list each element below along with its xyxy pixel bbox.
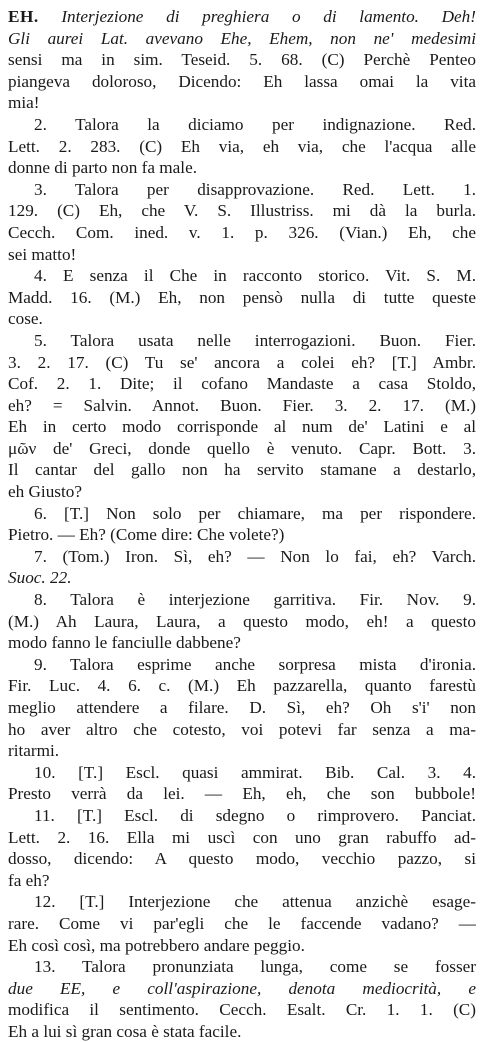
entry-line: modo fanno le fanciulle dabbene? <box>8 633 241 653</box>
sense-7-heading: 7. (Tom.) Iron. Sì, eh? — Non lo fai, eh? Varch. <box>34 546 476 566</box>
entry-line-1 <box>8 6 476 28</box>
entry-line: μῶν de' Greci, donde quello è venuto. Capr. Bott. 3. <box>8 438 476 458</box>
entry-line: (M.) Ah Laura, Laura, a questo modo, eh! a questo <box>8 611 476 631</box>
sense-6-heading: 6. [T.] Non solo per chiamare, ma per rispondere. <box>34 503 476 523</box>
entry-line: sensi ma in sim. Teseid. 5. 68. (C) Perchè Penteo <box>8 50 476 70</box>
entry-line: mia! <box>8 93 40 113</box>
entry-line: Presto verrà da lei. — Eh, eh, che son bubbole! <box>8 784 476 804</box>
entry-line: Eh così così, ma potrebbero andare peggio. <box>8 935 305 955</box>
entry-line: cose. <box>8 309 43 329</box>
headword: EH. <box>8 7 39 26</box>
entry-line: Lett. 2. 283. (C) Eh via, eh via, che l'acqua alle <box>8 136 476 156</box>
entry-line: 129. (C) Eh, che V. S. Illustriss. mi dà la burla. <box>8 201 476 221</box>
sense-2-heading: 2. Talora la diciamo per indignazione. Red. <box>34 114 476 134</box>
entry-line: fa eh? <box>8 870 50 890</box>
entry-line: Eh in certo modo corrisponde al num de' Latini e al <box>8 417 476 437</box>
entry-line: Il cantar del gallo non ha servito stamane a destarlo, <box>8 460 476 480</box>
sense-5-heading: 5. Talora usata nelle interrogazioni. Buon. Fier. <box>34 330 476 350</box>
sense-10-heading: 10. [T.] Escl. quasi ammirat. Bib. Cal. 3. 4. <box>34 762 476 782</box>
entry-line: eh? = Salvin. Annot. Buon. Fier. 3. 2. 17. (M.) <box>8 395 476 415</box>
entry-line: Pietro. — Eh? (Come dire: Che volete?) <box>8 525 285 545</box>
entry-line: ho aver altro che cotesto, voi potevi far senza a ma- <box>8 719 476 739</box>
sense-9-heading: 9. Talora esprime anche sorpresa mista d'ironia. <box>34 654 476 674</box>
entry-line: dosso, dicendo: A questo modo, vecchio pazzo, si <box>8 849 476 869</box>
sense-8-heading: 8. Talora è interjezione garritiva. Fir. Nov. 9. <box>34 590 476 610</box>
sense-11-heading: 11. [T.] Escl. di sdegno o rimprovero. Panciat. <box>34 805 476 825</box>
entry-line: Lett. 2. 16. Ella mi uscì con uno gran rabuffo ad- <box>8 827 476 847</box>
entry-line: Fir. Luc. 4. 6. c. (M.) Eh pazzarella, quanto farestù <box>8 676 476 696</box>
entry-line: Suoc. 22. <box>8 568 72 588</box>
entry-line: 3. 2. 17. (C) Tu se' ancora a colei eh? [T.] Ambr. <box>8 352 476 372</box>
sense-13-heading: 13. Talora pronunziata lunga, come se fosser <box>34 957 476 977</box>
entry-line: meglio attendere a filare. D. Sì, eh? Oh s'i' non <box>8 698 476 717</box>
sense-12-heading: 12. [T.] Interjezione che attenua anzichè esage- <box>34 892 476 912</box>
entry-line: piangeva doloroso, Dicendo: Eh lassa omai la vita <box>8 71 476 91</box>
entry-line: Eh a lui sì gran cosa è stata facile. <box>8 1021 242 1041</box>
entry-line: Madd. 16. (M.) Eh, non pensò nulla di tutte queste <box>8 287 476 307</box>
entry-line: Gli aurei Lat. avevano Ehe, Ehem, non ne' medesimi <box>8 28 476 48</box>
entry-line: due EE, e coll'aspirazione, denota mediocrità, e <box>8 978 476 998</box>
entry-line: eh Giusto? <box>8 482 82 502</box>
entry-line: ritarmi. <box>8 741 60 761</box>
entry-line: modifica il sentimento. Cecch. Esalt. Cr. 1. 1. (C) <box>8 1000 476 1020</box>
sense-4-heading: 4. E senza il Che in racconto storico. Vit. S. M. <box>34 266 476 286</box>
entry-line: rare. Come vi par'egli che le faccende vadano? — <box>8 913 476 933</box>
entry-line: Cecch. Com. ined. v. 1. p. 326. (Vian.) Eh, che <box>8 222 476 242</box>
entry-line: donne di parto non fa male. <box>8 158 198 178</box>
sense-3-heading: 3. Talora per disapprovazione. Red. Lett. 1. <box>34 179 476 199</box>
entry-text: Interjezione di preghiera o di lamento. Deh! <box>61 7 476 26</box>
entry-line: Cof. 2. 1. Dite; il cofano Mandaste a casa Stoldo, <box>8 374 476 394</box>
entry-line: sei matto! <box>8 244 77 264</box>
